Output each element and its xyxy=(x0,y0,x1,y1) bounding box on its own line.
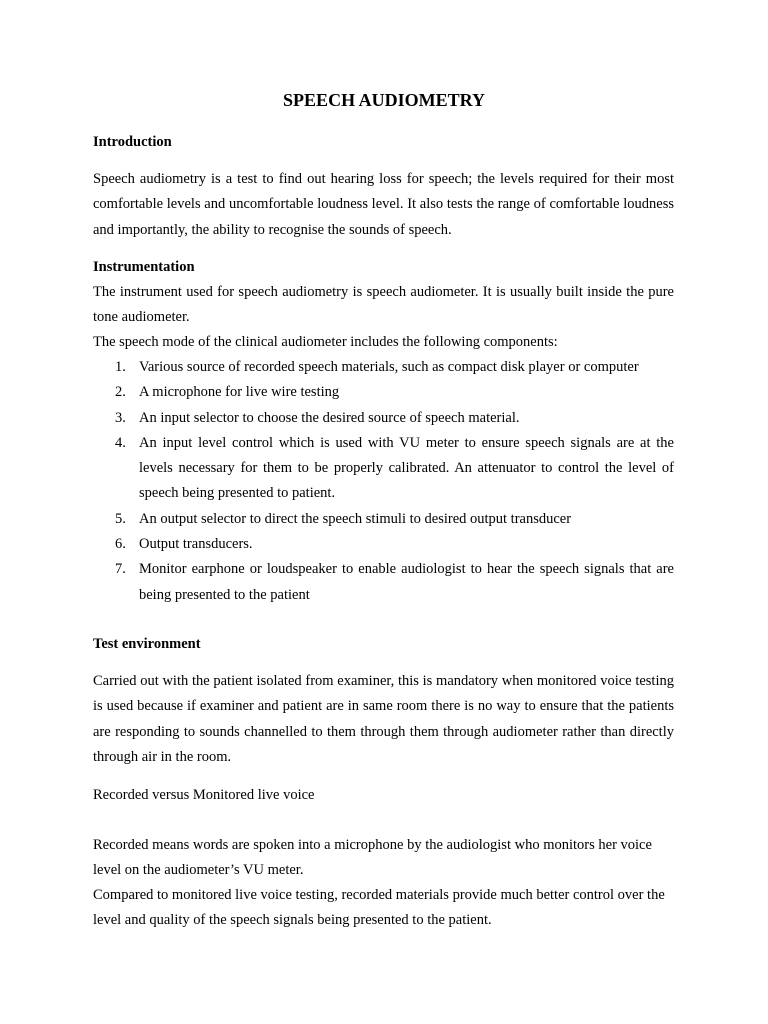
list-item xyxy=(93,532,674,557)
list-item-number: 3. xyxy=(115,409,126,426)
list-item-number: 5. xyxy=(115,510,126,527)
list-item xyxy=(93,431,674,507)
instrumentation-heading: Instrumentation xyxy=(93,259,195,275)
list-item-text: Output transducers. xyxy=(139,536,253,553)
list-item xyxy=(93,355,674,380)
list-item xyxy=(93,507,674,532)
components-list xyxy=(93,355,674,608)
list-item xyxy=(93,406,674,431)
components-intro-paragraph: The speech mode of the clinical audiometer includes the following components: xyxy=(93,334,558,350)
recorded-comparison-paragraph: Compared to monitored live voice testing, recorded materials provide much better control over the level and quality of the speech signals being presented to the patient. xyxy=(93,887,665,929)
introduction-heading: Introduction xyxy=(93,134,172,150)
list-item-text: An output selector to direct the speech stimuli to desired output transducer xyxy=(139,510,572,527)
list-item-number: 7. xyxy=(115,561,126,578)
list-item-number: 4. xyxy=(115,434,126,451)
list-item-number: 2. xyxy=(115,384,126,401)
document-title: SPEECH AUDIOMETRY xyxy=(283,90,485,110)
list-item-text: A microphone for live wire testing xyxy=(139,384,340,401)
list-item-text: An input selector to choose the desired source of speech material. xyxy=(139,409,520,426)
list-item-text: Monitor earphone or loudspeaker to enable audiologist to hear the speech signals that are being presented to the patient xyxy=(139,561,674,603)
recorded-definition-paragraph: Recorded means words are spoken into a microphone by the audiologist who monitors her voice level on the audiometer’s VU meter. xyxy=(93,837,652,879)
list-item-text: An input level control which is used with VU meter to ensure speech signals are at the levels necessary for them to be properly calibrated. An attenuator to control the level of speech being presented to patient. xyxy=(139,434,674,502)
recorded-vs-live-subheading: Recorded versus Monitored live voice xyxy=(93,787,315,803)
test-environment-heading: Test environment xyxy=(93,636,201,652)
list-item-number: 6. xyxy=(115,536,126,553)
test-environment-paragraph: Carried out with the patient isolated from examiner, this is mandatory when monitored voice testing is used because if examiner and patient are in same room there is no way to ensure that the patients are responding to sounds channelled to them through them through audiometer rather than directly through air in the room. xyxy=(93,673,674,765)
introduction-paragraph: Speech audiometry is a test to find out hearing loss for speech; the levels required for their most comfortable levels and uncomfortable loudness level. It also tests the range of comfortable loudness and importantly, the ability to recognise the sounds of speech. xyxy=(93,171,674,238)
list-item xyxy=(93,380,674,405)
instrumentation-paragraph: The instrument used for speech audiometry is speech audiometer. It is usually built inside the pure tone audiometer. xyxy=(93,284,674,326)
list-item-number: 1. xyxy=(115,359,126,375)
list-item xyxy=(93,557,674,608)
list-item-text: Various source of recorded speech materials, such as compact disk player or computer xyxy=(139,359,639,375)
